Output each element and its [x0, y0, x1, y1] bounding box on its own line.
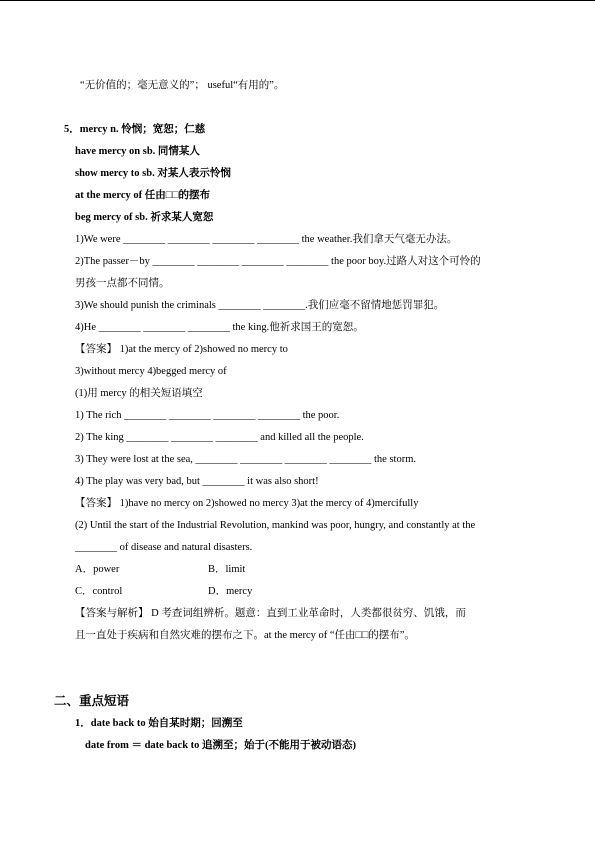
option-b: B．limit — [208, 564, 246, 575]
top-rule — [0, 0, 595, 1]
question-line: ________ of disease and natural disasters. — [75, 542, 253, 553]
exercise-line: 1) The rich ________ ________ ________ ________ the poor. — [75, 410, 340, 421]
entry-heading: 1．date back to 始自某时期；回溯至 — [75, 718, 243, 729]
explanation-line: 【答案与解析】 D 考查词组辨析。题意：直到工业革命时，人类都很贫穷、饥饿，而 — [75, 608, 466, 619]
exercise-line: 2)The passer－by ________ ________ ________ ________ the poor boy.过路人对这个可怜的 — [75, 256, 481, 267]
answer-line: 【答案】 1)have no mercy on 2)showed no mercy 3)at the mercy of 4)mercifully — [75, 498, 419, 509]
option-d: D．mercy — [208, 586, 253, 597]
phrase-line: beg mercy of sb. 祈求某人宽恕 — [75, 212, 214, 223]
answer-line: 3)without mercy 4)begged mercy of — [75, 366, 227, 377]
section-heading: 二、重点短语 — [54, 694, 130, 708]
exercise-line: 1)We were ________ ________ ________ ________ the weather.我们拿天气毫无办法。 — [75, 234, 458, 245]
exercise-line: 4)He ________ ________ ________ the king.他祈求国王的宽恕。 — [75, 322, 364, 333]
option-a: A．power — [75, 564, 120, 575]
answer-line: 【答案】 1)at the mercy of 2)showed no mercy to — [75, 344, 288, 355]
question-line: (2) Until the start of the Industrial Revolution, mankind was poor, hungry, and constantly at the — [75, 520, 476, 531]
exercise-line: 4) The play was very bad, but ________ it was also short! — [75, 476, 319, 487]
exercise-line: 男孩一点都不同情。 — [75, 278, 170, 289]
section-instruction: (1)用 mercy 的相关短语填空 — [75, 388, 203, 399]
explanation-line: 且一直处于疾病和自然灾难的摆布之下。at the mercy of “任由□□的摆布”。 — [75, 630, 415, 641]
phrase-line: at the mercy of 任由□□的摆布 — [75, 190, 210, 201]
option-c: C．control — [75, 586, 123, 597]
exercise-line: 3) They were lost at the sea, ________ ________ ________ ________ the storm. — [75, 454, 417, 465]
exercise-line: 3)We should punish the criminals ________ ________.我们应毫不留情地惩罚罪犯。 — [75, 300, 445, 311]
phrase-line: date from ＝ date back to 追溯至；始于(不能用于被动语态) — [85, 740, 357, 751]
phrase-line: show mercy to sb. 对某人表示怜悯 — [75, 168, 231, 179]
text-line: “无价值的；毫无意义的”； useful“有用的”。 — [80, 80, 285, 91]
exercise-line: 2) The king ________ ________ ________ and killed all the people. — [75, 432, 364, 443]
entry-heading: 5．mercy n. 怜悯；宽恕；仁慈 — [64, 124, 206, 135]
phrase-line: have mercy on sb. 同情某人 — [75, 146, 200, 157]
